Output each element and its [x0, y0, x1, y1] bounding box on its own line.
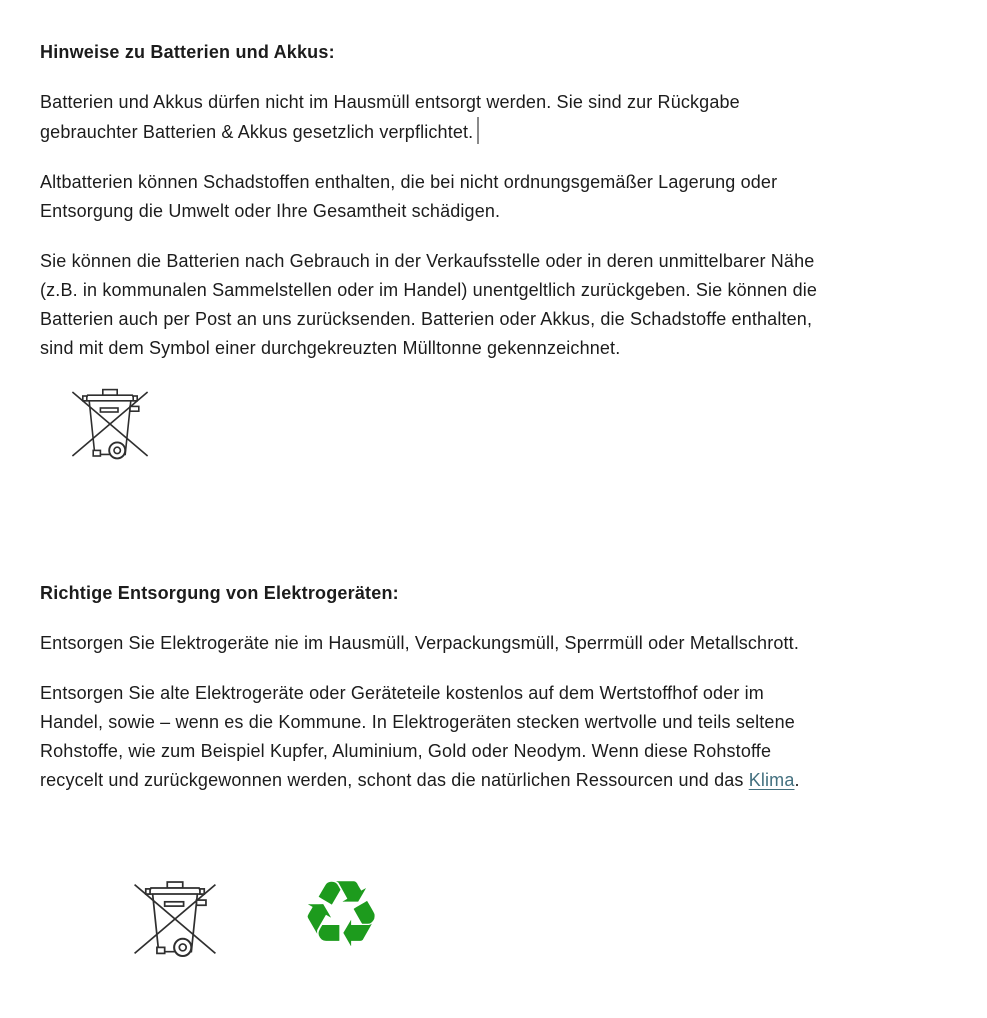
crossed-out-bin-icon: [70, 384, 150, 464]
text-segment: gebrauchter Batterien & Akkus gesetzlich verpflichtet.: [40, 122, 474, 142]
battery-section: [40, 38, 947, 464]
text-line: Batterien auch per Post an uns zurücksenden. Batterien oder Akkus, die Schadstoffe enthalten,: [40, 309, 813, 329]
electronics-section-heading: Richtige Entsorgung von Elektrogeräten:: [40, 583, 399, 603]
text-line: Entsorgen Sie alte Elektrogeräte oder Geräteteile kostenlos auf dem Wertstoffhof oder im: [40, 683, 764, 703]
text-line: Entsorgung die Umwelt oder Ihre Gesamtheit schädigen.: [40, 201, 501, 221]
text-line: Handel, sowie – wenn es die Kommune. In Elektrogeräten stecken wertvolle und teils seltene: [40, 712, 795, 732]
text-line: sind mit dem Symbol einer durchgekreuzten Mülltonne gekennzeichnet.: [40, 338, 621, 358]
text-line: Batterien und Akkus dürfen nicht im Hausmüll entsorgt werden. Sie sind zur Rückgabe: [40, 92, 740, 112]
text-line: Sie können die Batterien nach Gebrauch in der Verkaufsstelle oder in deren unmittelbarer Nähe: [40, 251, 815, 271]
text-line: [40, 117, 947, 147]
text-cursor: [477, 117, 479, 144]
text-line: [40, 766, 947, 795]
battery-paragraph-2: [40, 168, 947, 226]
crossed-out-bin-icon: [132, 876, 218, 962]
text-line: Altbatterien können Schadstoffen enthalten, die bei nicht ordnungsgemäßer Lagerung oder: [40, 172, 778, 192]
text-line: Entsorgen Sie Elektrogeräte nie im Hausmüll, Verpackungsmüll, Sperrmüll oder Metallschrott.: [40, 633, 799, 653]
electronics-paragraph-1: [40, 629, 947, 658]
text-line: (z.B. in kommunalen Sammelstellen oder im Handel) unentgeltlich zurückgeben. Sie können die: [40, 280, 818, 300]
electronics-paragraph-2: [40, 679, 947, 795]
electronics-section: [40, 579, 947, 968]
recycling-icon: ♻: [300, 861, 383, 968]
text-segment: .: [794, 770, 800, 790]
battery-paragraph-3: [40, 247, 947, 363]
klima-link[interactable]: Klima: [748, 770, 795, 790]
text-line: Rohstoffe, wie zum Beispiel Kupfer, Aluminium, Gold oder Neodym. Wenn diese Rohstoffe: [40, 741, 772, 761]
text-segment: recycelt und zurückgewonnen werden, schont das die natürlichen Ressourcen und das: [40, 770, 749, 790]
battery-paragraph-1: [40, 88, 947, 147]
battery-section-heading: Hinweise zu Batterien und Akkus:: [40, 42, 335, 62]
disposal-icons-row: [132, 861, 947, 968]
